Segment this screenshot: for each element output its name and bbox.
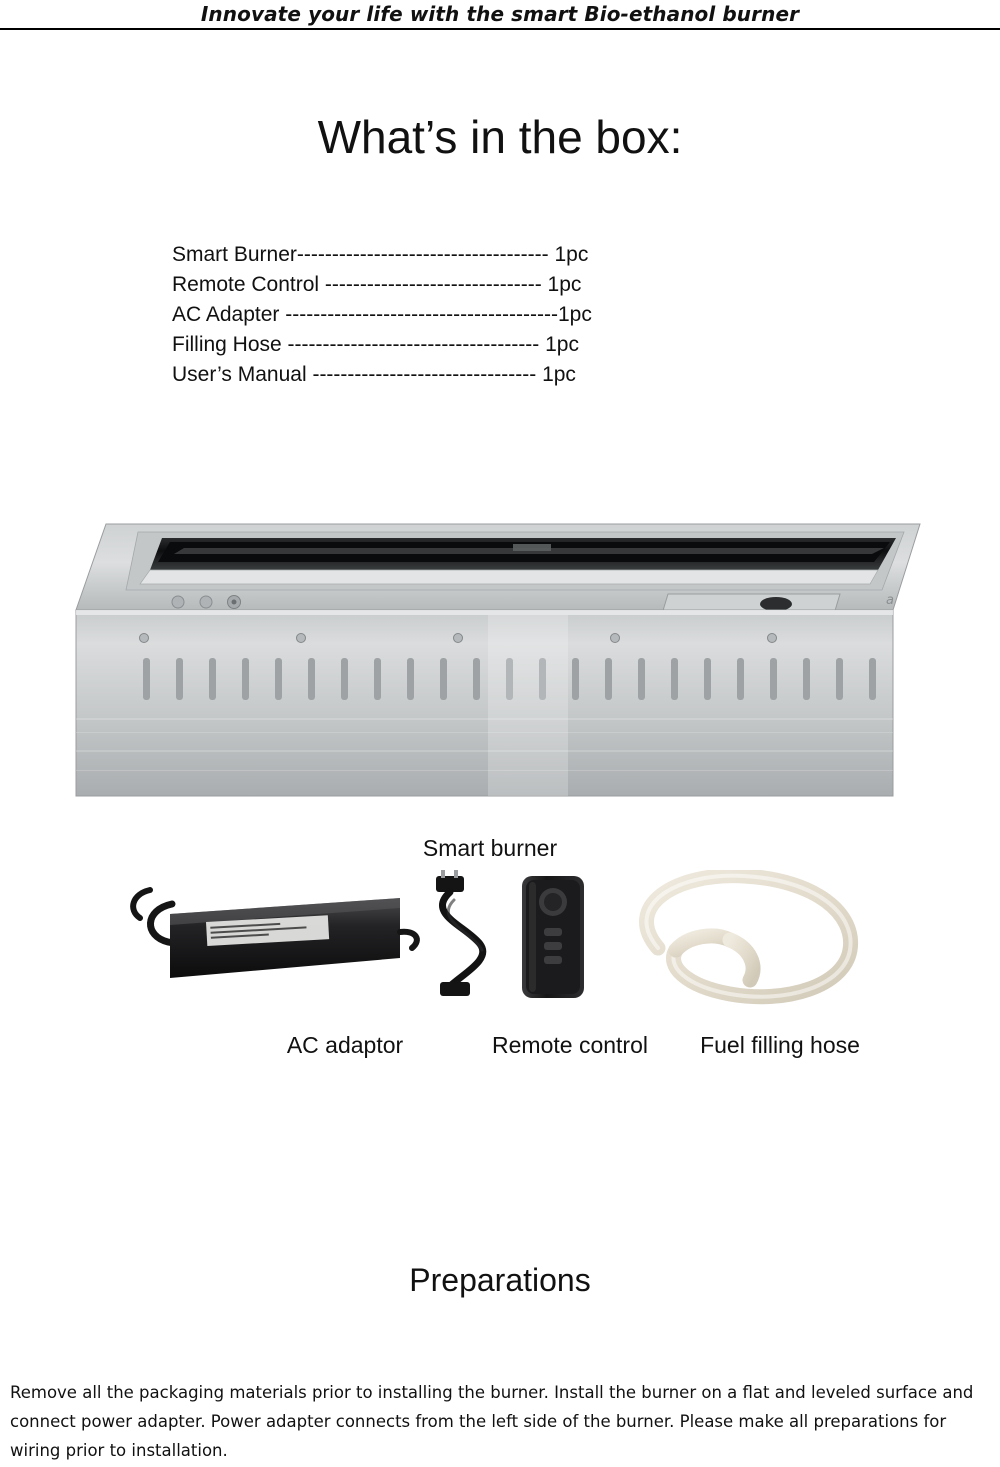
- fuel-hose-illustration: [646, 876, 850, 997]
- list-item: AC Adapter ---------------------------------------1pc: [172, 303, 592, 326]
- caption-remote-control: Remote control: [492, 1032, 648, 1058]
- caption-ac-adaptor: AC adaptor: [286, 1032, 404, 1058]
- header-banner-text: Innovate your life with the smart Bio-ethanol burner: [200, 2, 800, 26]
- preparations-title: Preparations: [409, 1262, 591, 1298]
- remote-control-illustration: [436, 870, 584, 998]
- burner-illustration: [58, 518, 948, 823]
- svg-text:a: a: [886, 593, 894, 608]
- accessories-illustration: [110, 870, 900, 1020]
- list-item: Remote Control ------------------------------- 1pc: [172, 273, 582, 296]
- list-item: Smart Burner------------------------------------ 1pc: [172, 243, 589, 266]
- caption-smart-burner: Smart burner: [422, 835, 558, 861]
- caption-fuel-hose: Fuel filling hose: [700, 1032, 860, 1058]
- box-contents-list: [172, 240, 732, 390]
- smart-burner-image: [58, 518, 948, 823]
- ac-adaptor-illustration: [133, 890, 417, 978]
- accessories-image-group: [110, 870, 900, 1020]
- page-title: What’s in the box:: [317, 111, 683, 163]
- list-item: Filling Hose ------------------------------------ 1pc: [172, 333, 579, 356]
- preparations-body: Remove all the packaging materials prior to installing the burner. Install the burner on a flat and leveled surface and connect power adapter. Power adapter connects from the left side of the burner. Please make all preparations for wiring prior to installation.: [10, 1383, 974, 1460]
- list-item: User’s Manual -------------------------------- 1pc: [172, 363, 576, 386]
- page-header: [0, 0, 1000, 30]
